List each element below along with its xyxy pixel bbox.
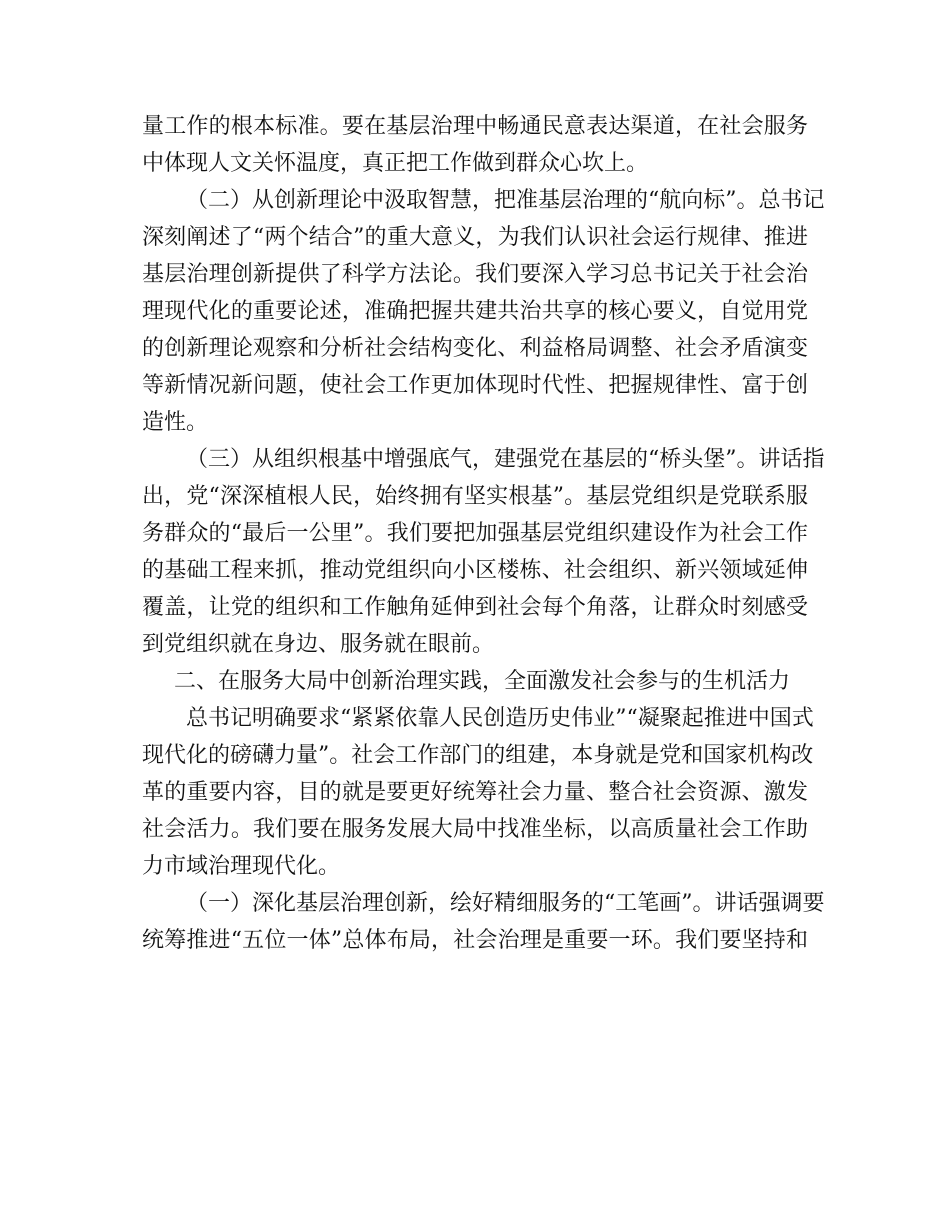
paragraph-line: （三）从组织根基中增强底气，建强党在基层的“桥头堡”。讲话指 <box>186 447 825 472</box>
paragraph-line: 等新情况新问题，使社会工作更加体现时代性、把握规律性、富于创 <box>142 373 808 398</box>
paragraph-line: 理现代化的重要论述，准确把握共建共治共享的核心要义，自觉用党 <box>142 299 808 324</box>
paragraph-line: 到党组织就在身边、服务就在眼前。 <box>142 632 495 657</box>
paragraph-line: 现代化的磅礴力量”。社会工作部门的组建，本身就是党和国家机构改 <box>142 743 814 768</box>
document-body <box>142 108 825 959</box>
paragraph-line: 深刻阐述了“两个结合”的重大意义，为我们认识社会运行规律、推进 <box>142 225 808 250</box>
paragraph-line: （一）深化基层治理创新，绘好精细服务的“工笔画”。讲话强调要 <box>186 891 825 916</box>
paragraph-line: 覆盖，让党的组织和工作触角延伸到社会每个角落，让群众时刻感受 <box>142 595 808 620</box>
paragraph-line: 造性。 <box>142 410 209 435</box>
paragraph-line: 力市域治理现代化。 <box>142 854 341 879</box>
paragraph-line: 总书记明确要求“紧紧依靠人民创造历史伟业”“凝聚起推进中国式 <box>186 706 814 731</box>
paragraph-line: 的创新理论观察和分析社会结构变化、利益格局调整、社会矛盾演变 <box>142 336 808 361</box>
paragraph-line: 出，党“深深植根人民，始终拥有坚实根基”。基层党组织是党联系服 <box>142 484 808 509</box>
paragraph-line: （二）从创新理论中汲取智慧，把准基层治理的“航向标”。总书记 <box>186 188 825 213</box>
paragraph-line: 统筹推进“五位一体”总体布局，社会治理是重要一环。我们要坚持和 <box>142 928 808 953</box>
paragraph-line: 量工作的根本标准。要在基层治理中畅通民意表达渠道，在社会服务 <box>142 114 808 139</box>
section-heading-line: 二、在服务大局中创新治理实践，全面激发社会参与的生机活力 <box>174 669 791 694</box>
paragraph-line: 的基础工程来抓，推动党组织向小区楼栋、社会组织、新兴领域延伸 <box>142 558 808 583</box>
paragraph-line: 革的重要内容，目的就是要更好统筹社会力量、整合社会资源、激发 <box>142 780 808 805</box>
paragraph-line: 基层治理创新提供了科学方法论。我们要深入学习总书记关于社会治 <box>142 262 808 287</box>
paragraph-line: 社会活力。我们要在服务发展大局中找准坐标，以高质量社会工作助 <box>142 817 808 842</box>
paragraph-line: 务群众的“最后一公里”。我们要把加强基层党组织建设作为社会工作 <box>142 521 808 546</box>
paragraph-line: 中体现人文关怀温度，真正把工作做到群众心坎上。 <box>142 151 649 176</box>
